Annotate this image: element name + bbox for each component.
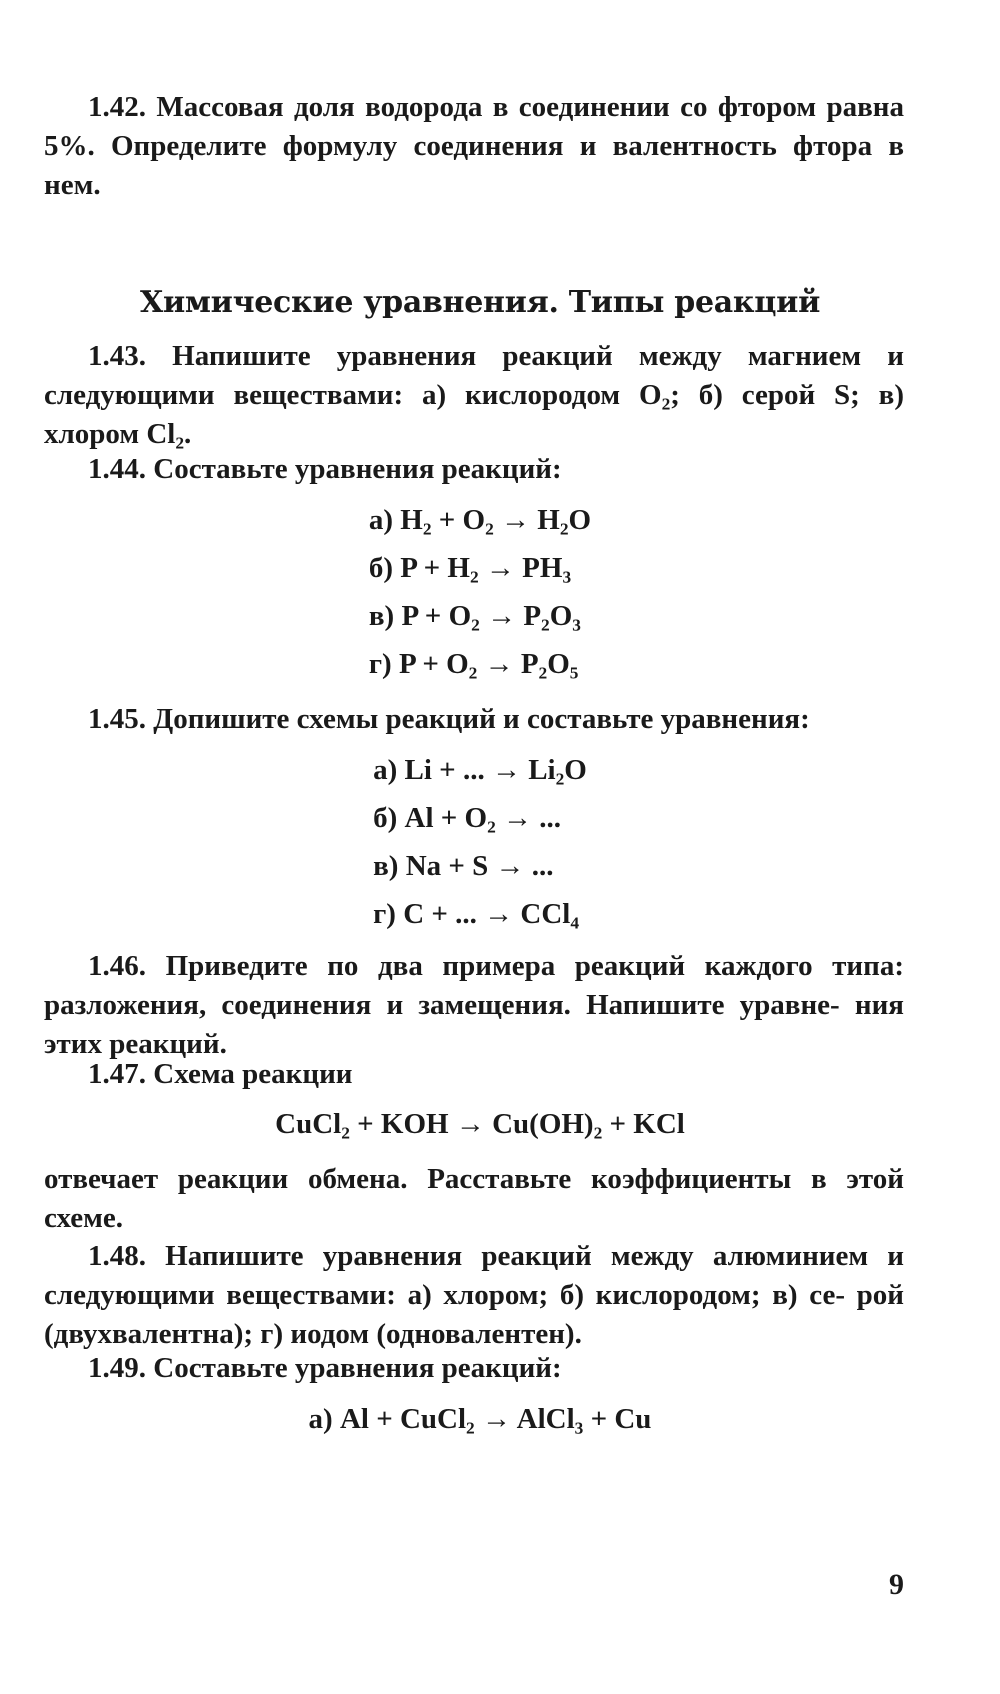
problem-1-43 (44, 337, 904, 454)
problem-line: Напишите уравнения реакций между алюминием и (165, 1240, 904, 1272)
problem-text (44, 1160, 904, 1238)
equation-1-49: а) Al + CuCl₂ → AlCl₃ + Cu (308, 1403, 652, 1435)
problem-text (44, 1055, 904, 1094)
equation: а) H₂ + O₂ → H₂O (368, 504, 592, 536)
problem-line: в) хлором Cl₂. (44, 379, 904, 450)
equation-list-1-45 (0, 752, 960, 944)
equation: в) P + O₂ → P₂O₃ (368, 600, 581, 632)
problem-1-47 (44, 1055, 904, 1094)
problem-1-45 (44, 700, 904, 739)
problem-prompt: Допишите схемы реакций и составьте уравнения: (153, 703, 810, 735)
problem-prompt: Схема реакции (153, 1058, 353, 1090)
section-heading: Химические уравнения. Типы реакций (139, 285, 821, 320)
problem-text (44, 947, 904, 1064)
equation: а) Li + ... → Li₂O (373, 754, 587, 786)
equation: г) P + O₂ → P₂O₅ (368, 648, 579, 680)
problem-number: 1.49. (88, 1352, 146, 1384)
problem-line: следующими веществами: а) хлором; б) кислородом; в) се- (44, 1279, 845, 1311)
problem-text (44, 88, 904, 205)
problem-number: 1.48. (88, 1240, 146, 1272)
problem-number: 1.46. (88, 950, 146, 982)
problem-1-42 (44, 88, 904, 205)
problem-line: схеме. (44, 1202, 124, 1234)
problem-line: ния этих реакций. (44, 989, 904, 1060)
problem-number: 1.44. (88, 453, 146, 485)
problem-text (44, 337, 904, 454)
equation: б) P + H₂ → PH₃ (368, 552, 572, 584)
equation: г) C + ... → CCl₄ (373, 898, 580, 930)
problem-1-46 (44, 947, 904, 1064)
problem-1-44 (44, 450, 904, 489)
problem-line: следующими веществами: а) кислородом O₂; б) серой S; (44, 379, 860, 411)
equation: в) Na + S → ... (373, 850, 554, 882)
problem-number: 1.43. (88, 340, 146, 372)
problem-line: Массовая доля водорода в соединении со фтором (156, 91, 817, 123)
problem-line: равна 5%. Определите формулу соединения и валентность (44, 91, 904, 162)
problem-line: фтора в нем. (44, 130, 904, 201)
problem-line: рой (двухвалентна); г) иодом (одновалентен). (44, 1279, 904, 1350)
problem-line: разложения, соединения и замещения. Напишите уравне- (44, 989, 840, 1021)
problem-prompt: Составьте уравнения реакций: (153, 453, 562, 485)
problem-number: 1.45. (88, 703, 146, 735)
equation-1-47: CuCl₂ + KOH → Cu(OH)₂ + KCl (275, 1108, 685, 1140)
equation: б) Al + O₂ → ... (373, 802, 562, 834)
equation-list-1-44 (0, 502, 960, 694)
problem-1-49 (44, 1349, 904, 1388)
problem-1-47-continued (44, 1160, 904, 1238)
problem-line: Приведите по два примера реакций каждого типа: (165, 950, 904, 982)
problem-1-48 (44, 1237, 904, 1354)
page-number: 9 (889, 1568, 904, 1601)
problem-text (44, 700, 904, 739)
problem-text (44, 450, 904, 489)
problem-text (44, 1349, 904, 1388)
problem-number: 1.42. (88, 91, 146, 123)
problem-line: Напишите уравнения реакций между магнием и (172, 340, 905, 372)
problem-text (44, 1237, 904, 1354)
problem-line: отвечает реакции обмена. Расставьте коэффициенты в этой (44, 1163, 904, 1195)
problem-number: 1.47. (88, 1058, 146, 1090)
problem-prompt: Составьте уравнения реакций: (153, 1352, 562, 1384)
